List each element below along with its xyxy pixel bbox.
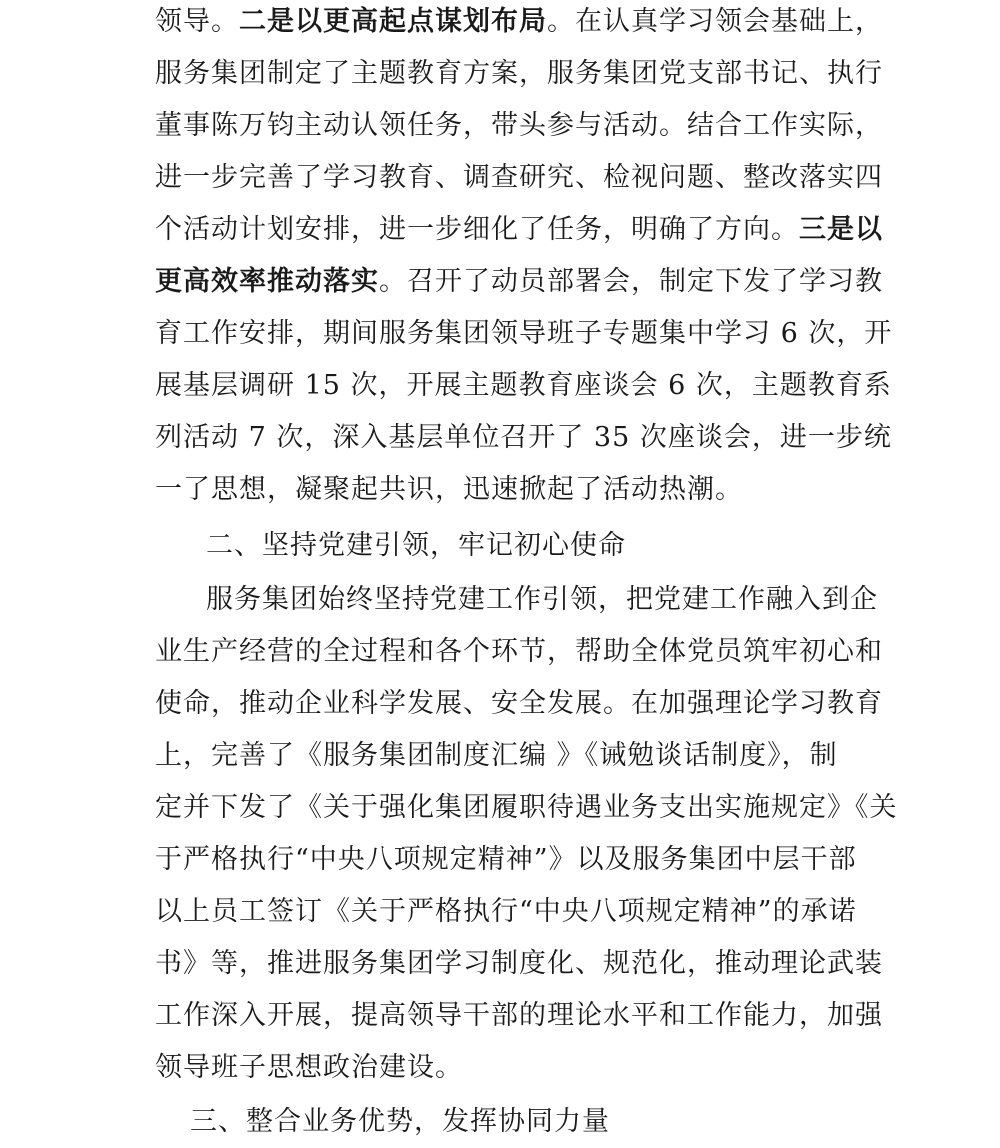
text-run: 董事陈万钧主动认领任务，带头参与活动。结合工作实际， [155,110,883,141]
text-line [0,938,1000,990]
text-line [0,678,1000,730]
text-run: 上，完善了《服务集团制度汇编 》《诫勉谈话制度》，制 [155,740,838,771]
text-run: 于严格执行“中央八项规定精神”》以及服务集团中层干部 [155,844,857,875]
text-line [0,100,1000,152]
bold-run: 更高效率推动落实 [155,266,379,297]
text-run: 领导。 [155,6,239,37]
text-line [0,574,1000,626]
text-line [0,730,1000,782]
text-run: 服务集团制定了主题教育方案，服务集团党支部书记、执行 [155,58,883,89]
section-heading [0,520,1000,572]
text-line [0,886,1000,938]
text-run: 领导班子思想政治建设。 [155,1052,463,1083]
text-line [0,308,1000,360]
text-line [0,464,1000,516]
text-line [0,0,1000,48]
text-line [0,990,1000,1042]
text-line [0,256,1000,308]
section-heading [0,1096,1000,1148]
section-heading-text: 二、坚持党建引领，牢记初心使命 [206,530,626,561]
text-line [0,360,1000,412]
text-line [0,204,1000,256]
bold-run: 二是以更高起点谋划布局 [239,6,547,37]
text-run: 定并下发了《关于强化集团履职待遇业务支出实施规定》《关 [155,792,898,823]
text-line [0,626,1000,678]
text-run: 展基层调研 15 次，开展主题教育座谈会 6 次，主题教育系 [155,370,892,401]
text-line [0,1042,1000,1094]
text-line [0,412,1000,464]
text-run: 育工作安排，期间服务集团领导班子专题集中学习 6 次，开 [155,318,893,349]
text-run: 列活动 7 次，深入基层单位召开了 35 次座谈会，进一步统 [155,422,892,453]
text-line [0,48,1000,100]
text-run: 使命，推动企业科学发展、安全发展。在加强理论学习教育 [155,688,883,719]
bold-run: 三是以 [799,214,883,245]
text-run: 个活动计划安排，进一步细化了任务，明确了方向。 [155,214,799,245]
text-line [0,152,1000,204]
text-run: 服务集团始终坚持党建工作引领，把党建工作融入到企 [206,584,878,615]
text-line [0,782,1000,834]
text-run: 。在认真学习领会基础上， [547,6,883,37]
text-run: 工作深入开展，提高领导干部的理论水平和工作能力，加强 [155,1000,883,1031]
text-run: 业生产经营的全过程和各个环节，帮助全体党员筑牢初心和 [155,636,883,667]
text-line [0,834,1000,886]
text-run: 书》等，推进服务集团学习制度化、规范化，推动理论武装 [155,948,883,979]
text-run: 进一步完善了学习教育、调查研究、检视问题、整改落实四 [155,162,883,193]
text-run: 一了思想，凝聚起共识，迅速掀起了活动热潮。 [155,474,743,505]
section-heading-text: 三、整合业务优势，发挥协同力量 [190,1106,610,1137]
text-run: 。召开了动员部署会，制定下发了学习教 [379,266,883,297]
text-run: 以上员工签订《关于严格执行“中央八项规定精神”的承诺 [155,896,857,927]
